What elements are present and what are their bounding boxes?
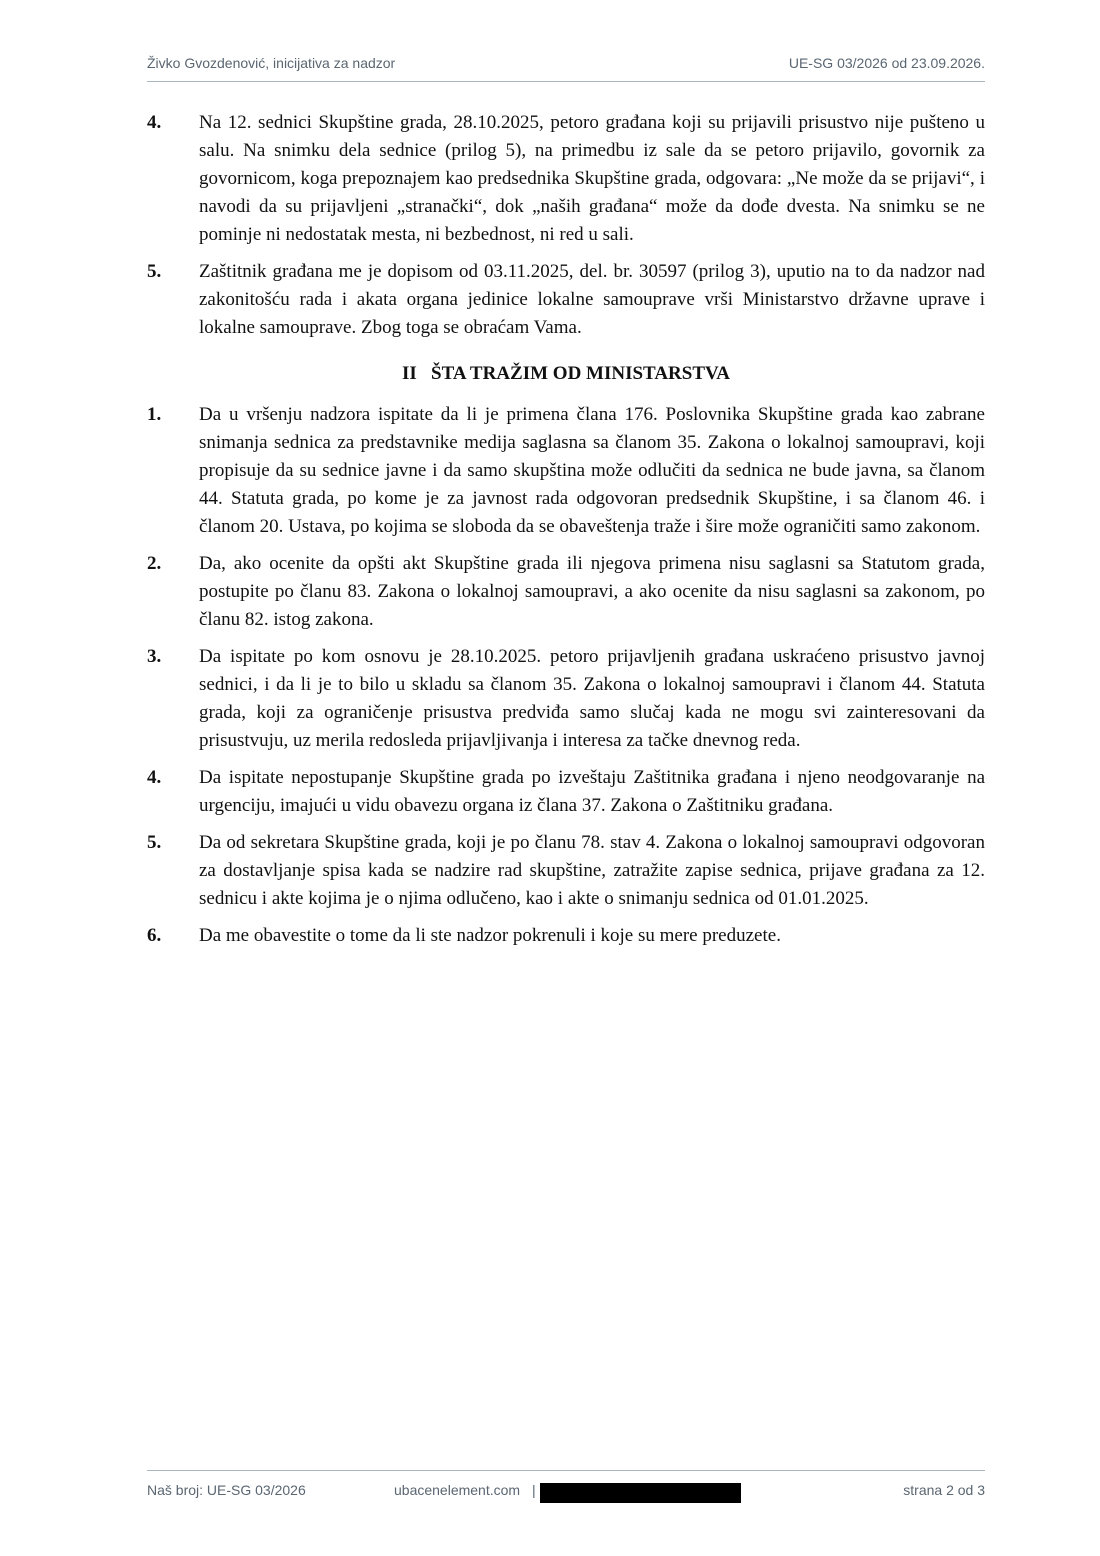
request-item (147, 829, 985, 913)
item-number: 4. (147, 767, 162, 788)
item-number: 4. (147, 112, 162, 133)
item-number: 2. (147, 553, 162, 574)
section-title: II ŠTA TRAŽIM OD MINISTARSTVA (401, 363, 730, 384)
page-footer (147, 1470, 985, 1511)
header-author: Živko Gvozdenović, inicijativa za nadzor (147, 55, 396, 71)
item-number: 6. (147, 925, 162, 946)
request-item (147, 922, 985, 950)
item-text: Da me obavestite o tome da li ste nadzor pokrenuli i koje su mere preduzete. (199, 925, 781, 946)
request-item (147, 764, 985, 820)
item-number: 3. (147, 646, 162, 667)
item-number: 1. (147, 404, 162, 425)
footer-separator: | (532, 1482, 536, 1498)
item-text: Zaštitnik građana me je dopisom od 03.11.2025, del. br. 30597 (prilog 3), uputio na to da nadzor nad zakonitošću rada i akata organa jedinice lokalne samouprave vrši Ministarstvo državne uprave i lokalne samouprave. Zbog toga se obraćam Vama. (199, 261, 985, 338)
page-header (147, 54, 985, 82)
item-text: Da, ako ocenite da opšti akt Skupštine grada ili njegova primena nisu saglasni sa Statutom grada, postupite po članu 83. Zakona o lokalnoj samoupravi, a ako ocenite da nisu saglasni sa zakonom, po članu 82. istog zakona. (199, 553, 985, 630)
footer-website-link[interactable]: ubacenelement.com (394, 1482, 521, 1498)
item-text: Da ispitate po kom osnovu je 28.10.2025. petoro prijavljenih građana uskraćeno prisustvo javnoj sednici, i da li je to bilo u skladu sa članom 35. Zakona o lokalnoj samoupravi i članom 44. Statuta grada, koji za ograničenje prisustva predviđa samo slučaj kada ne mogu svi zainteresovani da prisustvuju, uz merila redosleda prijavljivanja i interesa za tačke dnevnog reda. (199, 646, 985, 751)
item-text: Na 12. sednici Skupštine grada, 28.10.2025, petoro građana koji su prijavili prisustvo nije pušteno u salu. Na snimku dela sednice (prilog 5), na primedbu iz sale da se petoro prijavilo, govornik za govornicom, koga prepoznajem kao predsednika Skupštine grada, odgovara: „Ne može da se prijavi“, i navodi da su prijavljeni „stranački“, dok „naših građana“ može da dođe dvesta. Na snimku se ne pominje ni nedostatak mesta, ni bezbednost, ni red u sali. (199, 112, 985, 245)
item-number: 5. (147, 832, 162, 853)
redaction-bar (540, 1483, 741, 1503)
request-item (147, 643, 985, 755)
item-text: Da od sekretara Skupštine grada, koji je po članu 78. stav 4. Zakona o lokalnoj samoupravi odgovoran za dostavljanje spisa kada se nadzire rad skupštine, zatražite zapise sednica, prijave građana za 12. sednicu i akte kojima je o njima odlučeno, kao i akte o snimanju sednica od 01.01.2025. (199, 832, 985, 909)
item-number: 5. (147, 261, 162, 282)
header-reference: UE-SG 03/2026 od 23.09.2026. (788, 55, 985, 71)
document-body (147, 109, 985, 959)
item-text: Da u vršenju nadzora ispitate da li je primena člana 176. Poslovnika Skupštine grada kao zabrane snimanja sednica za predstavnike medija saglasna sa članom 35. Zakona o lokalnoj samoupravi, koji propisuje da su sednice javne i da samo skupština može odlučiti da sednica ne bude javna, sa članom 44. Statuta grada, po kome je za javnost rada odgovoran predsednik Skupštine, i sa članom 46. i članom 20. Ustava, po kojima se sloboda da se obaveštenja traže i šire može ograničiti samo zakonom. (199, 404, 985, 537)
fact-item (147, 109, 985, 249)
page-number: strana 2 od 3 (903, 1482, 985, 1498)
footer-reference-number: Naš broj: UE-SG 03/2026 (147, 1482, 306, 1498)
request-item (147, 550, 985, 634)
fact-item (147, 258, 985, 342)
request-item (147, 401, 985, 541)
item-text: Da ispitate nepostupanje Skupštine grada po izveštaju Zaštitnika građana i njeno neodgovaranje na urgenciju, imajući u vidu obavezu organa iz člana 37. Zakona o Zaštitniku građana. (199, 767, 985, 816)
